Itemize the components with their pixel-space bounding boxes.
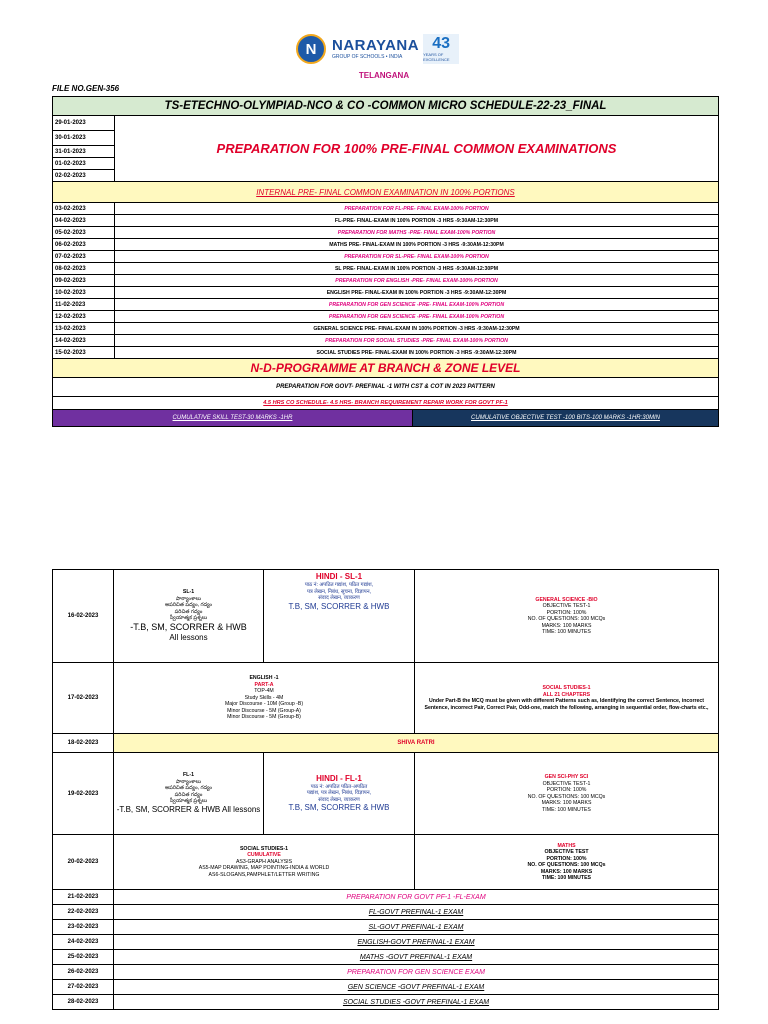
subject-line: OBJECTIVE TEST-1 — [542, 603, 591, 609]
sl-materials: -T.B, SM, SCORRER & HWB — [130, 621, 247, 632]
event-cell: SOCIAL STUDIES -GOVT PREFINAL-1 EXAM — [114, 995, 719, 1010]
date-cell: 02-02-2023 — [53, 170, 115, 182]
internal-row — [53, 323, 719, 335]
subject-title: GENERAL SCIENCE -BIO — [535, 596, 598, 603]
subject-sub: ALL 21 CHAPTERS — [542, 691, 591, 698]
subject-title: MATHS — [557, 842, 576, 849]
logo-text — [332, 38, 419, 61]
social-line: AS3-GRAPH ANALYSIS — [235, 858, 293, 865]
event-cell: SL PRE- FINAL-EXAM IN 100% PORTION -3 HRS -9:30AM-12:30PM — [115, 263, 719, 275]
hindi-line: पद्यांश, पत्र लेखन, निबंध, विज्ञापन, — [306, 790, 372, 797]
hindi-cell — [264, 570, 415, 663]
govt-row — [53, 935, 719, 950]
date-cell: 22-02-2023 — [53, 905, 114, 920]
file-number: FILE NO.GEN-356 — [52, 84, 120, 93]
govt-row — [53, 950, 719, 965]
schedule-title: TS-ETECHNO-OLYMPIAD-NCO & CO -COMMON MICRO SCHEDULE-22-23_FINAL — [53, 97, 719, 116]
state-label: TELANGANA — [358, 71, 410, 80]
event-cell: FL-GOVT PREFINAL-1 EXAM — [114, 905, 719, 920]
years-label: YEARS OF EXCELLENCE — [423, 52, 450, 62]
logo-tagline: GROUP OF SCHOOLS • INDIA — [332, 53, 403, 60]
subject-line: TIME: 100 MINUTES — [542, 806, 591, 813]
govt-row — [53, 920, 719, 935]
sl-line: స్వీయాత్మక ప్రశ్నలు — [169, 615, 208, 622]
subject-cell — [415, 570, 719, 663]
schedule-table-1 — [52, 96, 719, 427]
internal-row — [53, 299, 719, 311]
years-badge — [423, 34, 459, 64]
subject-line: NO. OF QUESTIONS: 100 MCQs — [527, 793, 606, 800]
event-cell: PREPARATION FOR ENGLISH -PRE- FINAL EXAM-100% PORTION — [115, 275, 719, 287]
date-cell: 26-02-2023 — [53, 965, 114, 980]
internal-row — [53, 287, 719, 299]
date-cell: 05-02-2023 — [53, 227, 115, 239]
fl-title: FL-1 — [183, 772, 194, 779]
subject-line: PORTION: 100% — [546, 787, 587, 793]
subject-line: MARKS: 100 MARKS — [541, 622, 592, 629]
english-part: PART-A — [254, 681, 274, 688]
event-cell: PREPARATION FOR SL-PRE- FINAL EXAM-100% PORTION — [115, 251, 719, 263]
sl-line: పాఠ్యాంశాలు — [175, 595, 202, 602]
date-cell: 12-02-2023 — [53, 311, 115, 323]
date-cell: 29-01-2023 — [53, 116, 115, 131]
fl-materials: -T.B, SM, SCORRER & HWB All lessons — [116, 804, 261, 814]
social-line: AS5-MAP DRAWING, MAP POINTING-INDIA & WORLD — [198, 865, 330, 872]
subject-line: MARKS: 100 MARKS — [540, 868, 593, 875]
hindi-title: HINDI - FL-1 — [316, 773, 362, 783]
event-cell: PREPARATION FOR GEN SCIENCE -PRE- FINAL EXAM-100% PORTION — [115, 311, 719, 323]
subject-line: NO. OF QUESTIONS: 100 MCQs — [527, 862, 606, 868]
date-cell: 25-02-2023 — [53, 950, 114, 965]
hindi-line: पाठ नं: अपठित पठित-अपठित — [310, 783, 368, 790]
subject-line: TIME: 100 MINUTES — [542, 629, 591, 635]
date-cell: 03-02-2023 — [53, 203, 115, 215]
date-cell: 04-02-2023 — [53, 215, 115, 227]
event-cell: PREPARATION FOR MATHS -PRE- FINAL EXAM-100% PORTION — [115, 227, 719, 239]
internal-row — [53, 251, 719, 263]
date-cell: 07-02-2023 — [53, 251, 115, 263]
nd-heading: N-D-PROGRAMME AT BRANCH & ZONE LEVEL — [53, 359, 719, 378]
subject-cell — [415, 663, 719, 734]
hindi-materials: T.B, SM, SCORRER & HWB — [288, 601, 390, 611]
internal-row — [53, 227, 719, 239]
nd-repair-text: 4.5 HRS CO SCHEDULE- 4.5 HRS- BRANCH REQUIREMENT REPAIR WORK FOR GOVT PF-1 — [53, 397, 719, 410]
event-cell: SL-GOVT PREFINAL-1 EXAM — [114, 920, 719, 935]
fl-line: పాఠ్యాంశాలు — [175, 778, 202, 785]
date-cell: 08-02-2023 — [53, 263, 115, 275]
hindi-materials: T.B, SM, SCORRER & HWB — [288, 803, 390, 813]
date-cell: 01-02-2023 — [53, 158, 115, 170]
date-cell: 09-02-2023 — [53, 275, 115, 287]
internal-row — [53, 347, 719, 359]
years-number: 43 — [432, 35, 450, 52]
govt-row — [53, 965, 719, 980]
holiday-cell: SHIVA RATRI — [114, 734, 719, 753]
sl-line: అపరిచిత పద్యం, గద్యం — [165, 602, 212, 609]
narayana-logo — [296, 32, 468, 66]
english-title: ENGLISH -1 — [249, 675, 279, 682]
sl-line: పరిచిత గద్యం — [174, 608, 203, 615]
sl-cell — [114, 570, 264, 663]
date-cell: 24-02-2023 — [53, 935, 114, 950]
event-cell: GEN SCIENCE -GOVT PREFINAL-1 EXAM — [114, 980, 719, 995]
internal-row — [53, 203, 719, 215]
hindi-line: पाठ नं: अपठित गद्यांश, पठित गद्यांश, — [304, 582, 374, 588]
event-cell: MATHS -GOVT PREFINAL-1 EXAM — [114, 950, 719, 965]
subject-line: TIME: 100 MINUTES — [541, 875, 591, 881]
english-cell — [114, 663, 415, 734]
subject-cell — [415, 753, 719, 835]
subject-cell — [415, 835, 719, 890]
narayana-emblem-icon: N — [296, 34, 326, 64]
social-line: AS6-SLOGANS,PAMPHLET/LETTER WRITING — [208, 871, 320, 878]
subject-line: OBJECTIVE TEST — [544, 849, 589, 855]
week-row — [53, 663, 719, 734]
date-cell: 06-02-2023 — [53, 239, 115, 251]
date-cell: 23-02-2023 — [53, 920, 114, 935]
event-cell: PREPARATION FOR GEN SCIENCE -PRE- FINAL EXAM-100% PORTION — [115, 299, 719, 311]
govt-row — [53, 995, 719, 1010]
date-cell: 10-02-2023 — [53, 287, 115, 299]
date-cell: 14-02-2023 — [53, 335, 115, 347]
date-cell: 28-02-2023 — [53, 995, 114, 1010]
english-line: TOP-4M — [254, 688, 274, 695]
govt-row — [53, 890, 719, 905]
hindi-line: संवाद लेखन, व्याकरण — [318, 796, 360, 803]
english-line: Minor Discourse - 5M (Group-A) — [227, 707, 301, 714]
date-cell: 19-02-2023 — [53, 753, 114, 835]
subject-text: Under Part-B the MCQ must be given with different Patterns such as, Identifying the correct Sentence, incorrect Sentence, incorrect Pair, Correct Pair, Odd-one, match the following, arranging in sequential order, flow-charts etc., — [424, 698, 709, 711]
fl-line: స్వీయాత్మక ప్రశ్నలు — [169, 798, 208, 805]
date-cell: 30-01-2023 — [53, 131, 115, 146]
subject-line: OBJECTIVE TEST-1 — [542, 780, 591, 787]
date-cell: 15-02-2023 — [53, 347, 115, 359]
govt-row — [53, 905, 719, 920]
date-cell: 16-02-2023 — [53, 570, 114, 663]
date-cell: 17-02-2023 — [53, 663, 114, 734]
event-cell: MATHS PRE- FINAL-EXAM IN 100% PORTION -3 HRS -9:30AM-12:30PM — [115, 239, 719, 251]
event-cell: PREPARATION FOR SOCIAL STUDIES -PRE- FINAL EXAM-100% PORTION — [115, 335, 719, 347]
english-line: Minor Discourse - 5M (Group-B) — [227, 714, 301, 721]
nd-prep-text: PREPARATION FOR GOVT- PREFINAL -1 WITH CST & COT IN 2023 PATTERN — [53, 378, 719, 397]
date-cell: 31-01-2023 — [53, 146, 115, 158]
hindi-line: पत्र लेखन, निबंध, सूचना, विज्ञापन, — [306, 588, 372, 595]
internal-row — [53, 239, 719, 251]
event-cell: SOCIAL STUDIES PRE- FINAL-EXAM IN 100% PORTION -3 HRS -9:30AM-12:30PM — [115, 347, 719, 359]
social-cell — [114, 835, 415, 890]
sl-title: SL-1 — [182, 589, 195, 596]
hindi-line: संवाद लेखन, व्याकरण — [318, 595, 360, 601]
event-cell: PREPARATION FOR GOVT PF-1 -FL-EXAM — [114, 890, 719, 905]
subject-line: MARKS: 100 MARKS — [541, 800, 592, 806]
event-cell: ENGLISH-GOVT PREFINAL-1 EXAM — [114, 935, 719, 950]
date-cell: 11-02-2023 — [53, 299, 115, 311]
event-cell: FL-PRE- FINAL-EXAM IN 100% PORTION -3 HRS -9:30AM-12:30PM — [115, 215, 719, 227]
english-line: Study Skills - 4M — [244, 694, 284, 701]
week-row — [53, 753, 719, 835]
social-sub: CUMULATIVE — [247, 852, 281, 859]
sl-all-lessons: All lessons — [169, 632, 208, 642]
week-row — [53, 570, 719, 663]
event-cell: PREPARATION FOR GEN SCIENCE EXAM — [114, 965, 719, 980]
logo-name: NARAYANA — [332, 36, 420, 54]
prep-heading: PREPARATION FOR 100% PRE-FINAL COMMON EXAMINATIONS — [115, 116, 719, 182]
govt-row — [53, 980, 719, 995]
social-title: SOCIAL STUDIES-1 — [239, 845, 289, 852]
date-cell: 18-02-2023 — [53, 734, 114, 753]
date-cell: 21-02-2023 — [53, 890, 114, 905]
subject-title: GEN SCI-PHY SCI — [544, 774, 589, 780]
english-line: Major Discourse - 10M (Group -B) — [224, 701, 304, 708]
internal-row — [53, 335, 719, 347]
event-cell: PREPARATION FOR FL-PRE- FINAL EXAM-100% PORTION — [115, 203, 719, 215]
internal-row — [53, 263, 719, 275]
cumulative-skill-test: CUMULATIVE SKILL TEST-30 MARKS -1HR — [53, 410, 413, 427]
fl-line: పరిచిత గద్యం — [174, 791, 203, 798]
week-row — [53, 734, 719, 753]
schedule-table-2 — [52, 569, 719, 1010]
date-cell: 27-02-2023 — [53, 980, 114, 995]
event-cell: GENERAL SCIENCE PRE- FINAL-EXAM IN 100% PORTION -3 HRS -9:30AM-12:30PM — [115, 323, 719, 335]
subject-line: PORTION: 100% — [546, 609, 587, 616]
hindi-title: HINDI - SL-1 — [315, 572, 363, 581]
date-cell: 13-02-2023 — [53, 323, 115, 335]
subject-line: NO. OF QUESTIONS: 100 MCQs — [527, 616, 606, 622]
internal-row — [53, 311, 719, 323]
internal-heading: INTERNAL PRE- FINAL COMMON EXAMINATION IN 100% PORTIONS — [53, 182, 719, 203]
internal-row — [53, 215, 719, 227]
date-cell: 20-02-2023 — [53, 835, 114, 890]
subject-title: SOCIAL STUDIES-1 — [542, 685, 591, 691]
subject-line: PORTION: 100% — [546, 855, 587, 862]
cumulative-objective-test: CUMULATIVE OBJECTIVE TEST -100 BITS-100 MARKS -1HR:30MIN — [413, 410, 719, 427]
fl-line: అపరిచిత పద్యం, గద్యం — [165, 785, 212, 792]
event-cell: ENGLISH PRE- FINAL-EXAM IN 100% PORTION -3 HRS -9:30AM-12:30PM — [115, 287, 719, 299]
fl-cell — [114, 753, 264, 835]
week-row — [53, 835, 719, 890]
internal-row — [53, 275, 719, 287]
hindi-cell — [264, 753, 415, 835]
